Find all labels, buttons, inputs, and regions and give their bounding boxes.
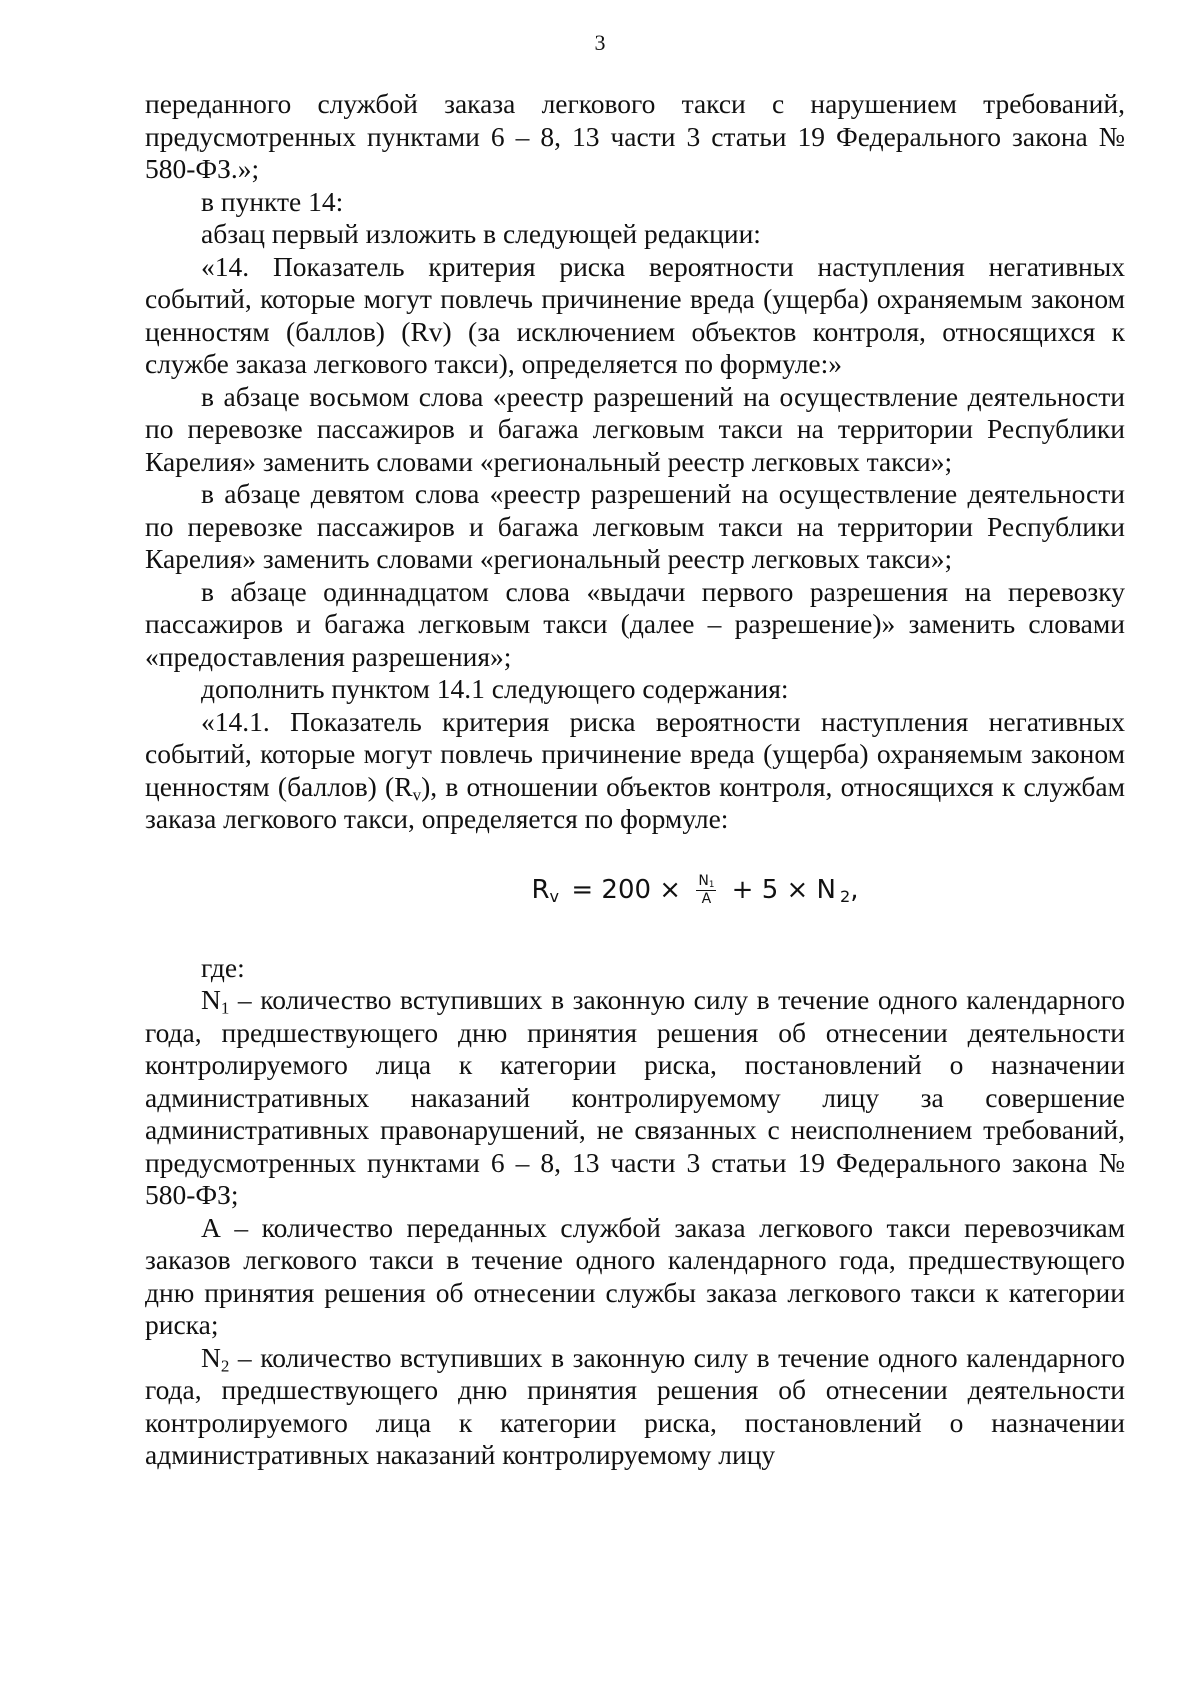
paragraph-point-14-text: «14. Показатель критерия риска вероятности наступления негативных событий, которые могут повлечь причинение вреда (ущерба) охраняемым законом ценностям (баллов) (Rv) (за исключением объектов контроля, относящихся к службе заказа легкового такси), определяется по формуле:» [145, 250, 1125, 379]
definition-subscript: 1 [220, 998, 230, 1018]
formula [145, 864, 1125, 916]
definition-text: – количество вступивших в законную силу в течение одного календарного года, предшествующего дню принятия решения об отнесении деятельности контролируемого лица к категории риска, постановлений о назначении административных наказаний контролируемому лицу за совершение административных правонарушений, не связанных с неисполнением требований, предусмотренных пунктами 6 – 8, 13 части 3 статьи 19 Федерального закона № 580-ФЗ; [145, 984, 1125, 1210]
definition-n2 [145, 1342, 1125, 1472]
paragraph-point-14: в пункте 14: [201, 185, 344, 217]
paragraph-point-14-1-text [145, 706, 1125, 836]
definition-var: N [201, 1341, 221, 1373]
paragraph-where: где: [201, 951, 245, 983]
paragraph-abzac-8: в абзаце восьмом слова «реестр разрешений на осуществление деятельности по перевозке пассажиров и багажа легковым такси на территории Республики Карелия» заменить словами «региональный реестр легковых такси»; [145, 380, 1125, 477]
text-segment: ), в отношении объектов контроля, относящихся к службам заказа легкового такси, определяется по формуле: [145, 770, 1126, 834]
text-segment: «14.1. Показатель критерия риска вероятности наступления негативных событий, которые могут повлечь причинение вреда (ущерба) охраняемым законом ценностям (баллов) (R [145, 705, 1125, 802]
definition-n1 [145, 984, 1125, 1212]
formula-last-subscript: 2 [840, 886, 851, 906]
document-body [145, 88, 1125, 1472]
paragraph-abzac-9: в абзаце девятом слова «реестр разрешений на осуществление деятельности по перевозке пассажиров и багажа легковым такси на территории Республики Карелия» заменить словами «региональный реестр легковых такси»; [145, 478, 1125, 574]
paragraph-first-abzac: абзац первый изложить в следующей редакции: [201, 218, 761, 249]
numerator-subscript: 1 [708, 879, 715, 890]
formula-fraction [696, 874, 716, 907]
paragraph-add-14-1: дополнить пунктом 14.1 следующего содержания: [201, 673, 789, 704]
definition-var: N [201, 984, 221, 1015]
paragraph-continuation: переданного службой заказа легкового такси с нарушением требований, предусмотренных пунктами 6 – 8, 13 части 3 статьи 19 Федерального закона № 580-ФЗ.»; [145, 88, 1125, 184]
formula-plus: + 5 × N [723, 874, 836, 905]
page-number: 3 [594, 30, 606, 55]
formula-lhs-subscript: v [549, 886, 560, 906]
formula-lhs: R [531, 874, 550, 905]
formula-tail: , [850, 874, 859, 905]
numerator-var: N [698, 872, 709, 889]
fraction-numerator [696, 874, 716, 891]
fraction-denominator: A [701, 890, 712, 907]
definition-text: – количество вступивших в законную силу в течение одного календарного года, предшествующего дню принятия решения об отнесении деятельности контролируемого лица к категории риска, постановлений о назначении административных наказаний контролируемому лицу [145, 1341, 1125, 1470]
paragraph-abzac-11: в абзаце одиннадцатом слова «выдачи первого разрешения на перевозку пассажиров и багажа легковым такси (далее – разрешение)» заменить словами «предоставления разрешения»; [145, 575, 1125, 672]
definition-subscript: 2 [220, 1355, 230, 1375]
definition-a: А – количество переданных службой заказа легкового такси перевозчикам заказов легкового такси в течение одного календарного года, предшествующего дню принятия решения об отнесении службы заказа легкового такси к категории риска; [145, 1211, 1125, 1340]
formula-equals: = 200 × [563, 874, 690, 905]
subscript: v [412, 784, 422, 804]
